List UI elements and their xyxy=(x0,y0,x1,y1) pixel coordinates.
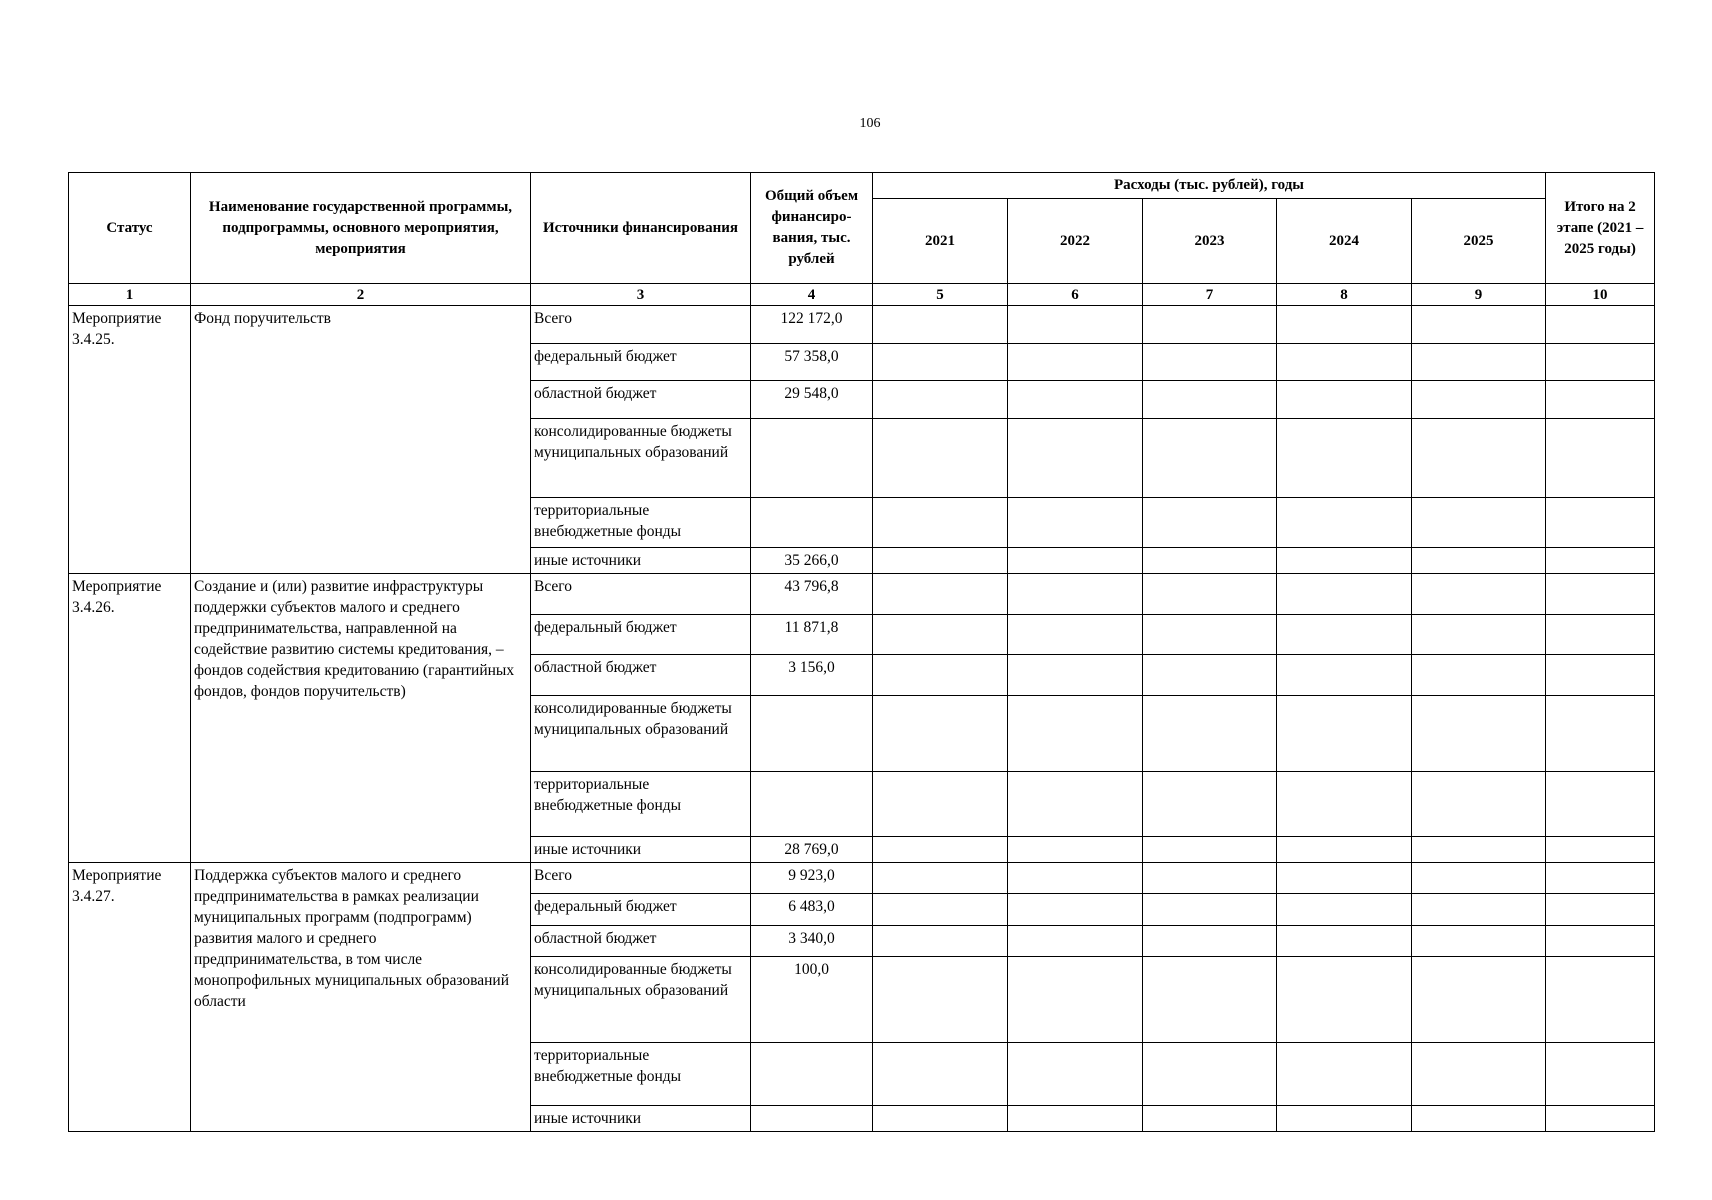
table-cell xyxy=(1546,615,1655,655)
table-cell xyxy=(1546,863,1655,894)
total-amount xyxy=(751,772,873,837)
table-cell xyxy=(1546,894,1655,926)
table-cell xyxy=(1412,655,1546,696)
table-cell xyxy=(873,306,1008,344)
table-cell xyxy=(1546,574,1655,615)
table-cell xyxy=(1277,381,1412,419)
header-total-volume: Общий объем финансиро-вания, тыс. рублей xyxy=(751,173,873,284)
table-cell xyxy=(1412,957,1546,1043)
column-number: 6 xyxy=(1008,284,1143,306)
funding-source: территориальные внебюджетные фонды xyxy=(531,498,751,548)
funding-source: федеральный бюджет xyxy=(531,615,751,655)
table-row xyxy=(69,863,1655,894)
table-cell xyxy=(1143,655,1277,696)
header-expenses: Расходы (тыс. рублей), годы xyxy=(873,173,1546,199)
table-cell xyxy=(1143,772,1277,837)
funding-source: иные источники xyxy=(531,837,751,863)
total-amount: 9 923,0 xyxy=(751,863,873,894)
total-amount xyxy=(751,1106,873,1132)
table-cell xyxy=(873,894,1008,926)
table-cell xyxy=(873,548,1008,574)
funding-source: областной бюджет xyxy=(531,926,751,957)
table-cell xyxy=(1143,306,1277,344)
table-cell xyxy=(873,1106,1008,1132)
total-amount: 3 156,0 xyxy=(751,655,873,696)
measure-status: Мероприятие 3.4.26. xyxy=(69,574,191,863)
table-cell xyxy=(1546,419,1655,498)
header-year: 2022 xyxy=(1008,199,1143,284)
table-cell xyxy=(1277,498,1412,548)
table-cell xyxy=(1277,1043,1412,1106)
total-amount xyxy=(751,696,873,772)
table-cell xyxy=(873,615,1008,655)
measure-name: Создание и (или) развитие инфраструктуры поддержки субъектов малого и среднего предпринимательства, направленной на содействие развитию системы кредитования, – фондов содействия кредитованию (гарантийных фондов, фондов поручительств) xyxy=(191,574,531,863)
table-cell xyxy=(1546,344,1655,381)
table-cell xyxy=(1546,926,1655,957)
table-row xyxy=(69,574,1655,615)
funding-source: Всего xyxy=(531,574,751,615)
table-cell xyxy=(1412,419,1546,498)
table-cell xyxy=(1412,863,1546,894)
total-amount: 122 172,0 xyxy=(751,306,873,344)
table-cell xyxy=(873,837,1008,863)
table-cell xyxy=(1143,574,1277,615)
table-cell xyxy=(1412,381,1546,419)
table-cell xyxy=(1546,772,1655,837)
table-cell xyxy=(1143,894,1277,926)
table-cell xyxy=(1412,926,1546,957)
column-number: 7 xyxy=(1143,284,1277,306)
funding-source: Всего xyxy=(531,306,751,344)
header-program-name: Наименование государственной программы, подпрограммы, основного мероприятия, мероприятия xyxy=(191,173,531,284)
header-sources: Источники финансирования xyxy=(531,173,751,284)
table-cell xyxy=(1008,655,1143,696)
table-cell xyxy=(1008,615,1143,655)
table-cell xyxy=(1412,1043,1546,1106)
table-cell xyxy=(1008,574,1143,615)
funding-source: территориальные внебюджетные фонды xyxy=(531,772,751,837)
table-cell xyxy=(1546,548,1655,574)
table-cell xyxy=(1412,548,1546,574)
table-cell xyxy=(1277,655,1412,696)
table-row xyxy=(69,306,1655,344)
total-amount: 57 358,0 xyxy=(751,344,873,381)
measure-name: Поддержка субъектов малого и среднего предпринимательства в рамках реализации муниципальных программ (подпрограмм) развития малого и среднего предпринимательства, в том числе монопрофильных муниципальных образований области xyxy=(191,863,531,1132)
table-cell xyxy=(873,381,1008,419)
table-cell xyxy=(1008,837,1143,863)
table-cell xyxy=(1143,863,1277,894)
table-cell xyxy=(1143,957,1277,1043)
table-cell xyxy=(1143,381,1277,419)
total-amount xyxy=(751,498,873,548)
column-number: 8 xyxy=(1277,284,1412,306)
measure-status: Мероприятие 3.4.27. xyxy=(69,863,191,1132)
table-cell xyxy=(1008,419,1143,498)
funding-source: консолидированные бюджеты муниципальных образований xyxy=(531,696,751,772)
column-number: 10 xyxy=(1546,284,1655,306)
table-cell xyxy=(1546,1043,1655,1106)
column-number: 4 xyxy=(751,284,873,306)
funding-source: иные источники xyxy=(531,548,751,574)
total-amount: 43 796,8 xyxy=(751,574,873,615)
total-amount: 29 548,0 xyxy=(751,381,873,419)
table-cell xyxy=(1412,894,1546,926)
column-number: 3 xyxy=(531,284,751,306)
funding-source: консолидированные бюджеты муниципальных образований xyxy=(531,419,751,498)
table-cell xyxy=(1143,344,1277,381)
total-amount: 35 266,0 xyxy=(751,548,873,574)
total-amount: 6 483,0 xyxy=(751,894,873,926)
funding-source: областной бюджет xyxy=(531,381,751,419)
table-cell xyxy=(1277,615,1412,655)
table-cell xyxy=(1143,615,1277,655)
header-year: 2024 xyxy=(1277,199,1412,284)
table-cell xyxy=(1143,548,1277,574)
table-cell xyxy=(1412,772,1546,837)
total-amount: 28 769,0 xyxy=(751,837,873,863)
table-cell xyxy=(1143,696,1277,772)
total-amount: 100,0 xyxy=(751,957,873,1043)
column-number: 9 xyxy=(1412,284,1546,306)
table-cell xyxy=(1412,344,1546,381)
table-cell xyxy=(1412,498,1546,548)
table-cell xyxy=(1546,696,1655,772)
header-year: 2021 xyxy=(873,199,1008,284)
table-cell xyxy=(1277,344,1412,381)
funding-source: областной бюджет xyxy=(531,655,751,696)
funding-source: федеральный бюджет xyxy=(531,894,751,926)
table-cell xyxy=(1277,926,1412,957)
table-cell xyxy=(873,863,1008,894)
table-cell xyxy=(1277,772,1412,837)
funding-source: территориальные внебюджетные фонды xyxy=(531,1043,751,1106)
funding-source: федеральный бюджет xyxy=(531,344,751,381)
table-cell xyxy=(873,696,1008,772)
header-status: Статус xyxy=(69,173,191,284)
table-cell xyxy=(1008,306,1143,344)
table-cell xyxy=(873,574,1008,615)
table-cell xyxy=(1143,1043,1277,1106)
table-cell xyxy=(1277,863,1412,894)
table-cell xyxy=(1277,837,1412,863)
table-cell xyxy=(1277,574,1412,615)
table-cell xyxy=(1008,894,1143,926)
table-cell xyxy=(1277,957,1412,1043)
total-amount xyxy=(751,419,873,498)
table-cell xyxy=(873,957,1008,1043)
table-cell xyxy=(1412,615,1546,655)
table-cell xyxy=(1277,894,1412,926)
table-cell xyxy=(1277,696,1412,772)
table-cell xyxy=(1143,419,1277,498)
header-year: 2023 xyxy=(1143,199,1277,284)
table-cell xyxy=(1412,574,1546,615)
table-cell xyxy=(1546,1106,1655,1132)
table-cell xyxy=(1008,696,1143,772)
table-cell xyxy=(1546,381,1655,419)
column-number: 2 xyxy=(191,284,531,306)
funding-source: консолидированные бюджеты муниципальных образований xyxy=(531,957,751,1043)
table-cell xyxy=(1546,498,1655,548)
header-year: 2025 xyxy=(1412,199,1546,284)
table-cell xyxy=(1143,926,1277,957)
budget-table xyxy=(68,172,1655,1132)
table-cell xyxy=(873,772,1008,837)
total-amount xyxy=(751,1043,873,1106)
table-cell xyxy=(1412,1106,1546,1132)
measure-status: Мероприятие 3.4.25. xyxy=(69,306,191,574)
table-cell xyxy=(1277,548,1412,574)
table-cell xyxy=(873,1043,1008,1106)
table-cell xyxy=(1546,957,1655,1043)
page-number: 106 xyxy=(859,116,881,131)
table-cell xyxy=(1277,419,1412,498)
column-number: 1 xyxy=(69,284,191,306)
table-cell xyxy=(873,655,1008,696)
table-cell xyxy=(1008,548,1143,574)
column-number: 5 xyxy=(873,284,1008,306)
table-cell xyxy=(1008,1043,1143,1106)
funding-source: иные источники xyxy=(531,1106,751,1132)
table-cell xyxy=(1546,306,1655,344)
measure-name: Фонд поручительств xyxy=(191,306,531,574)
table-cell xyxy=(1546,655,1655,696)
header-stage-total: Итого на 2 этапе (2021 – 2025 годы) xyxy=(1546,173,1655,284)
table-cell xyxy=(1412,306,1546,344)
table-cell xyxy=(1546,837,1655,863)
total-amount: 11 871,8 xyxy=(751,615,873,655)
table-cell xyxy=(1412,696,1546,772)
table-cell xyxy=(873,419,1008,498)
table-cell xyxy=(1008,957,1143,1043)
table-cell xyxy=(1412,837,1546,863)
table-cell xyxy=(1008,863,1143,894)
table-cell xyxy=(1143,498,1277,548)
table-cell xyxy=(1008,1106,1143,1132)
table-cell xyxy=(1143,1106,1277,1132)
table-cell xyxy=(1008,381,1143,419)
table-cell xyxy=(1277,306,1412,344)
table-cell xyxy=(873,926,1008,957)
table-cell xyxy=(873,344,1008,381)
table-cell xyxy=(1143,837,1277,863)
funding-source: Всего xyxy=(531,863,751,894)
table-cell xyxy=(1008,498,1143,548)
table-cell xyxy=(1277,1106,1412,1132)
table-cell xyxy=(1008,772,1143,837)
table-cell xyxy=(873,498,1008,548)
total-amount: 3 340,0 xyxy=(751,926,873,957)
table-cell xyxy=(1008,926,1143,957)
table-cell xyxy=(1008,344,1143,381)
